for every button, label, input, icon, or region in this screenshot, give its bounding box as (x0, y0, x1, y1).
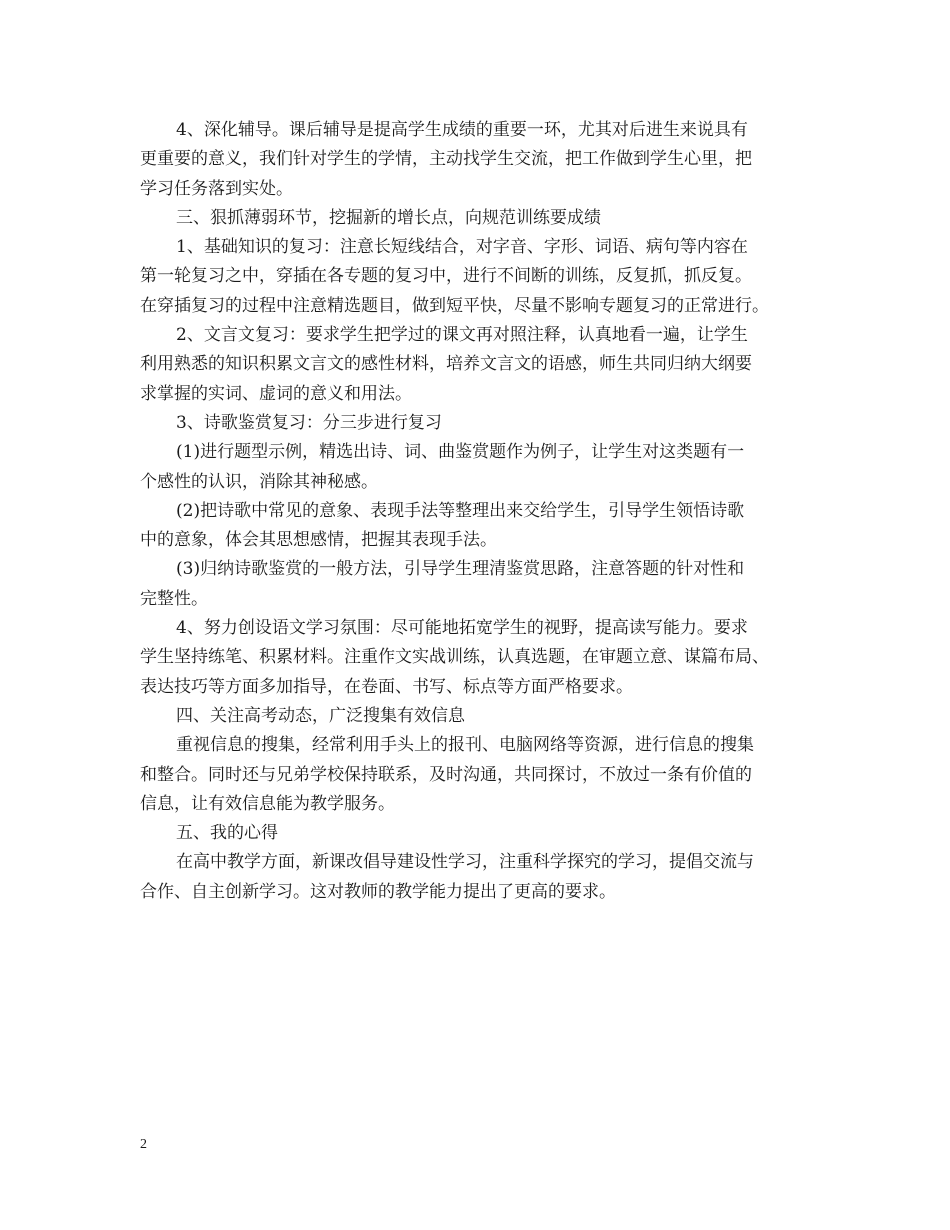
text-line: 第一轮复习之中，穿插在各专题的复习中，进行不间断的训练，反复抓，抓反复。 (140, 266, 752, 287)
text-line: 求掌握的实词、虚词的意义和用法。 (140, 383, 412, 404)
text-line: (3)归纳诗歌鉴赏的一般方法，引导学生理清鉴赏思路，注意答题的针对性和 (176, 559, 745, 580)
text-line: 完整性。 (140, 588, 208, 609)
text-line: 在高中教学方面，新课改倡导建设性学习，注重科学探究的学习，提倡交流与 (176, 852, 754, 873)
text-line: 和整合。同时还与兄弟学校保持联系，及时沟通，共同探讨，不放过一条有价值的 (140, 764, 752, 785)
text-line: 学生坚持练笔、积累材料。注重作文实战训练，认真选题，在审题立意、谋篇布局、 (140, 647, 769, 668)
text-line: 3、诗歌鉴赏复习：分三步进行复习 (176, 412, 442, 433)
document-body (140, 116, 840, 907)
text-line: 4、努力创设语文学习氛围：尽可能地拓宽学生的视野，提高读写能力。要求 (176, 618, 748, 639)
text-line: (1)进行题型示例，精选出诗、词、曲鉴赏题作为例子，让学生对这类题有一 (176, 442, 745, 463)
text-line: 在穿插复习的过程中注意精选题目，做到短平快，尽量不影响专题复习的正常进行。 (140, 295, 769, 316)
page-number: 2 (140, 1137, 147, 1152)
text-line: 更重要的意义，我们针对学生的学情，主动找学生交流，把工作做到学生心里，把 (140, 149, 752, 170)
text-line: 中的意象，体会其思想感情，把握其表现手法。 (140, 530, 497, 551)
text-line: 合作、自主创新学习。这对教师的教学能力提出了更高的要求。 (140, 881, 616, 902)
text-line: 重视信息的搜集，经常利用手头上的报刊、电脑网络等资源，进行信息的搜集 (176, 735, 754, 756)
text-line: 表达技巧等方面多加指导，在卷面、书写、标点等方面严格要求。 (140, 676, 633, 697)
text-line: 三、狠抓薄弱环节，挖掘新的增长点，向规范训练要成绩 (176, 207, 601, 228)
text-line: 个感性的认识，消除其神秘感。 (140, 471, 378, 492)
text-line: 学习任务落到实处。 (140, 178, 293, 199)
text-line: 信息，让有效信息能为教学服务。 (140, 793, 395, 814)
text-line: 利用熟悉的知识积累文言文的感性材料，培养文言文的语感，师生共同归纳大纲要 (140, 354, 752, 375)
text-line: (2)把诗歌中常见的意象、表现手法等整理出来交给学生，引导学生领悟诗歌 (176, 500, 745, 521)
text-line: 2、文言文复习：要求学生把学过的课文再对照注释，认真地看一遍，让学生 (176, 325, 748, 346)
text-line: 4、深化辅导。课后辅导是提高学生成绩的重要一环，尤其对后进生来说具有 (176, 120, 748, 140)
text-line: 1、基础知识的复习：注意长短线结合，对字音、字形、词语、病句等内容在 (176, 237, 748, 258)
text-line: 四、关注高考动态，广泛搜集有效信息 (176, 705, 465, 726)
text-line: 五、我的心得 (176, 823, 278, 844)
